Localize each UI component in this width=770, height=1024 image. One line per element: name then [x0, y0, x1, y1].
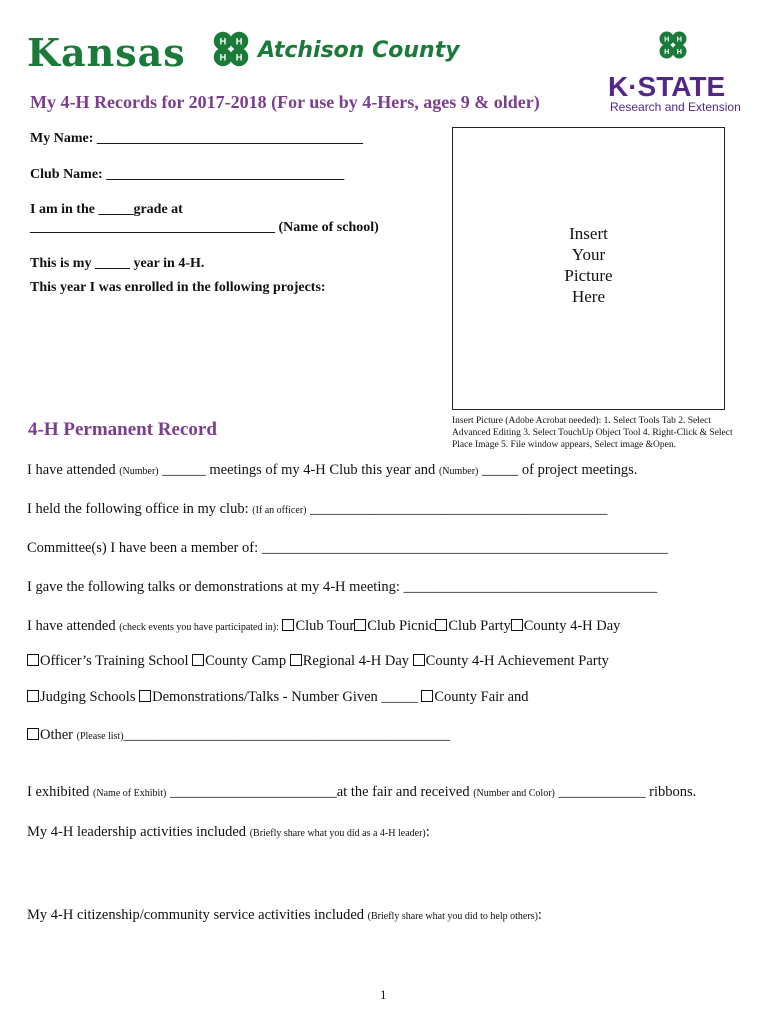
- exhibit-line[interactable]: I exhibited (Name of Exhibit) _______________________at the fair and received (Number and Color) ____________ ribbons.: [27, 784, 697, 800]
- club-party-checkbox[interactable]: [435, 619, 447, 631]
- leadership-line[interactable]: My 4-H leadership activities included (Briefly share what you did as a 4-H leader):: [27, 824, 430, 840]
- svg-text:H: H: [235, 52, 243, 63]
- other-checkbox[interactable]: [27, 728, 39, 740]
- clover-icon-ksu: [655, 27, 691, 63]
- events-line-3: Judging Schools Demonstrations/Talks - Number Given _____ County Fair and: [27, 689, 529, 706]
- section-title: 4-H Permanent Record: [28, 419, 217, 440]
- committee-line[interactable]: Committee(s) I have been a member of: ________________________________________________________: [27, 540, 668, 556]
- officers-training-checkbox[interactable]: [27, 654, 39, 666]
- page-title: My 4-H Records for 2017-2018 (For use by 4-Hers, ages 9 & older): [30, 92, 540, 112]
- county-camp-checkbox[interactable]: [192, 654, 204, 666]
- club-tour-checkbox[interactable]: [282, 619, 294, 631]
- my-name-field[interactable]: My Name: ______________________________________: [30, 131, 363, 146]
- page-number: 1: [380, 987, 387, 1002]
- picture-placeholder: Insert Your Picture Here: [564, 224, 613, 306]
- svg-text:H: H: [676, 47, 682, 56]
- year-field[interactable]: This is my _____ year in 4-H.: [30, 256, 205, 271]
- svg-text:H: H: [219, 36, 227, 47]
- county-fair-checkbox[interactable]: [421, 690, 433, 702]
- clover-icon: [208, 26, 254, 72]
- svg-text:H: H: [219, 52, 227, 63]
- county-logo: Atchison County: [258, 38, 460, 63]
- kstate-logo: K·STATE: [608, 71, 726, 102]
- achievement-party-checkbox[interactable]: [413, 654, 425, 666]
- demonstrations-checkbox[interactable]: [139, 690, 151, 702]
- svg-text:H: H: [664, 34, 670, 44]
- county-day-checkbox[interactable]: [511, 619, 523, 631]
- picture-instructions: Insert Picture (Adobe Acrobat needed): 1. Select Tools Tab 2. Select Advanced Editing 3. Select TouchUp Object Tool 4. Right-Click & Select Place Image 5. File window appears, Select image &Open.: [452, 416, 733, 450]
- kansas-logo: Kansas: [27, 30, 186, 75]
- events-line-1: I have attended (check events you have participated in): Club Tour Club Picnic Club Party County 4-H Day: [27, 618, 621, 634]
- regional-day-checkbox[interactable]: [290, 654, 302, 666]
- svg-text:H: H: [664, 47, 670, 56]
- club-name-field[interactable]: Club Name: __________________________________: [30, 167, 345, 182]
- kstate-subtitle: Research and Extension: [610, 100, 741, 114]
- grade-field[interactable]: I am in the _____grade at: [30, 202, 183, 217]
- picture-box[interactable]: [452, 127, 725, 410]
- school-field[interactable]: ___________________________________ (Name of school): [30, 220, 379, 235]
- meetings-line[interactable]: I have attended (Number) ______ meetings of my 4-H Club this year and (Number) _____ of project meetings.: [27, 462, 638, 478]
- events-line-4: Other (Please list)_____________________________________________: [27, 727, 450, 744]
- svg-text:H: H: [235, 36, 243, 47]
- talks-line[interactable]: I gave the following talks or demonstrations at my 4-H meeting: ___________________________________: [27, 579, 658, 595]
- projects-label: This year I was enrolled in the following projects:: [30, 280, 326, 295]
- svg-text:H: H: [676, 34, 682, 44]
- judging-schools-checkbox[interactable]: [27, 690, 39, 702]
- club-picnic-checkbox[interactable]: [354, 619, 366, 631]
- office-line[interactable]: I held the following office in my club: (If an officer) _________________________________________: [27, 501, 608, 517]
- citizenship-line[interactable]: My 4-H citizenship/community service activities included (Briefly share what you did to help others):: [27, 907, 542, 923]
- events-line-2: Officer’s Training School County Camp Regional 4-H Day County 4-H Achievement Party: [27, 653, 609, 670]
